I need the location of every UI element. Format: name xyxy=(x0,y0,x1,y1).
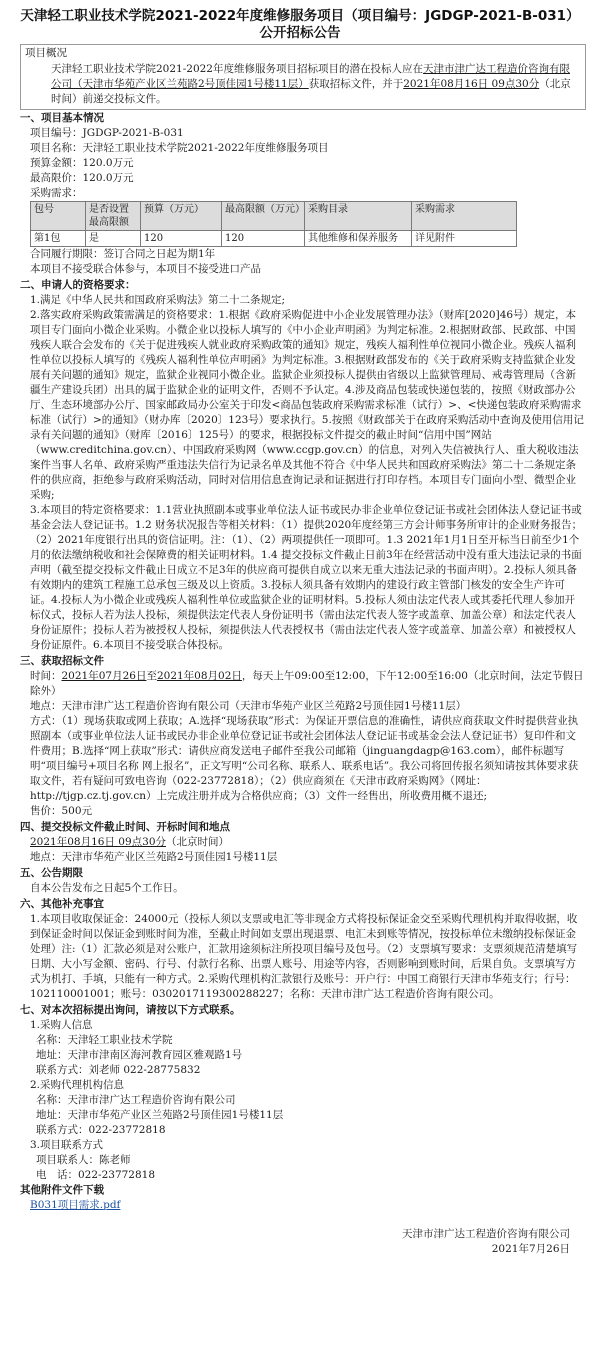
overview-location: 天津市津广达工程造价咨询有限公司（天津市华苑产业区兰苑路2号顶佳园1号楼11层） xyxy=(51,63,570,90)
deadline-date: 2021年08月16日 09点30分 xyxy=(30,836,167,848)
attachments-heading: 其他附件文件下载 xyxy=(20,1184,104,1196)
header-cell: 预算（万元） xyxy=(141,202,222,231)
agency-name: 名称：天津市津广达工程造价咨询有限公司 xyxy=(36,1094,236,1106)
table-header-row xyxy=(31,202,517,231)
attachment-link[interactable]: B031项目需求.pdf xyxy=(30,1199,121,1211)
purchaser-name: 名称：天津轻工职业技术学院 xyxy=(36,1034,173,1046)
acquire-method: 方式：（1）现场获取或网上获取；A.选择“现场获取”形式：为保证开票信息的准确性，请供应商获取文件时提供营业执照副本（或事业单位法人证书或民办非企业单位登记证书或社会团体法人登记证书或基金会法人登记证书）复印件和文件费用；B.选择“网上获取”形式：请供应商发送电子邮件至我公司邮箱（jinguangdagp@163.com），邮件标题写明“项目编号+项目名称 网上报名”，正文写明“公司名称、联系人、联系电话”。我公司将回传报名须知请按其体要求获取文件，若有疑问可致电咨询（022-23772818）；（2）供应商须在《天津市政府采购网》（网址：http://tjgp.cz.tj.gov.cn）上完成注册并成为合格供应商；（3）文件一经售出，所收费用概不退还; xyxy=(30,715,579,802)
header-cell: 采购需求 xyxy=(412,202,517,231)
footer-date: 2021年7月26日 xyxy=(491,1243,570,1255)
budget-amount: 预算金额：120.0万元 xyxy=(30,157,134,169)
consortium-note: 本项目不接受联合体参与，本项目不接受进口产品 xyxy=(30,263,261,275)
header-cell: 采购目录 xyxy=(305,202,412,231)
project-name: 项目名称：天津轻工职业技术学院2021-2022年度维修服务项目 xyxy=(30,142,329,154)
agency-contact: 联系方式：022-23772818 xyxy=(36,1124,166,1136)
supplementary-text: 1.本项目收取保证金：24000元（投标人须以支票或电汇等非现金方式将投标保证金交至采购代理机构并取得收据，收到保证金时间以保证金到账时间为准，至截止时间如支票出现退票、电汇未到账等情况，按投标单位未缴纳投标保证金处理）注:（1）汇款必须是对公账户，汇款用途须标注所投项目编号及包号。（2）支票填写要求：支票须规范清楚填写日期、大小写金额、密码、行号、付款行名称、出票人账号、用途等内容，否则影响到账时间，后果自负。支票填写方式为机打、手填，只能有一种方式。2.采购代理机构汇款银行及账号：开户行：中国工商银行天津市华苑支行；行号：102110001001；账号：0302017119300288227；名称：天津市津广达工程造价咨询有限公司。 xyxy=(30,913,578,1000)
overview-body xyxy=(21,62,585,109)
project-number: 项目编号：JGDGP-2021-B-031 xyxy=(30,127,184,139)
time-to: 至 xyxy=(146,670,157,682)
section-1-heading: 一、项目基本情况 xyxy=(20,112,104,124)
title-line-1: 天津轻工职业技术学院2021-2022年度维修服务项目（项目编号：JGDGP-2021-B-031） xyxy=(20,8,580,24)
section-3-heading: 三、获取招标文件 xyxy=(20,655,104,667)
qualification-1: 1.满足《中华人民共和国政府采购法》第二十二条规定; xyxy=(30,294,286,306)
header-cell: 最高限额（万元） xyxy=(222,202,305,231)
overview-box xyxy=(20,44,586,110)
table-cell: 120 xyxy=(222,231,305,247)
deadline-tz: （北京时间） xyxy=(166,836,230,848)
procurement-needs-label: 采购需求： xyxy=(30,187,83,199)
notice-period: 自本公告发布之日起5个工作日。 xyxy=(30,882,184,894)
overview-text-e: （北京时间）前递交投标文件。 xyxy=(51,78,571,105)
acquire-place: 地点：天津市津广达工程造价咨询有限公司（天津市华苑产业区兰苑路2号顶佳园1号楼11层） xyxy=(30,700,467,712)
end-date: 2021年08月02日 xyxy=(156,670,242,682)
table-cell: 是 xyxy=(86,231,141,247)
qualification-3: 3.本项目的特定资格要求：1.1营业执照副本或事业单位法人证书或民办非企业单位登记证书或社会团体法人登记证书或基金会法人登记证书。1.2 财务状况报告等相关材料：（1）提供2020年度经第三方会计师事务所审计的企业财务报告；（2）2021年度银行出具的资信证明。注：（1）、（2）两项提供任一项即可。1.3 2021年1月1日至开标当日前至少1个月的依法缴纳税收和社会保障费的相关证明材料。1.4 提交投标文件截止日前3年在经营活动中没有重大违法记录的书面声明（截至提交投标文件截止日成立不足3年的供应商可提供自成立以来无重大违法记录的书面声明）。2.投标人须具备有效期内的建筑工程施工总承包三级及以上资质。3.投标人须具备有效期内的建设行政主管部门核发的安全生产许可证。4.投标人为小微企业或残疾人福利性单位或监狱企业的证明材料。5.投标人须由法定代表人或其委托代理人参加开标仪式，投标人若为法人投标，须提供法定代表人身份证明书（需由法定代表人签字或盖章、加盖公章）和法定代表人身份证原件；投标人若为被授权人投标，须提供法人代表授权书（需由法定代表人签字或盖章、加盖公章）和被授权人身份证原件。6.本项目不接受联合体投标。 xyxy=(30,504,583,651)
table-cell: 120 xyxy=(141,231,222,247)
notice-title xyxy=(0,0,600,44)
submission-place: 地点：天津市华苑产业区兰苑路2号顶佳园1号楼11层 xyxy=(30,851,278,863)
project-contact-phone: 电 话：022-23772818 xyxy=(36,1169,156,1181)
document-price: 售价：500元 xyxy=(30,805,93,817)
section-2-heading: 二、申请人的资格要求： xyxy=(20,279,136,291)
table-cell: 其他维修和保养服务 xyxy=(305,231,412,247)
time-hours: ，每天上午09:00至12:00，下午12:00至16:00（北京时间，法定节假日除外） xyxy=(30,670,584,697)
table-row xyxy=(31,231,517,247)
overview-text xyxy=(51,62,579,107)
project-contact-heading: 3.项目联系方式 xyxy=(30,1139,104,1151)
header-cell: 包号 xyxy=(31,202,86,231)
qualification-2: 2.落实政府采购政策需满足的资格要求：1.根据《政府采购促进中小企业发展管理办法》（财库[2020]46号）规定，本项目专门面向小微企业采购。小微企业以投标人填写的《中小企业声明函》为判定标准。2.根据财政部、民政部、中国残疾人联合会发布的《关于促进残疾人就业政府采购政策的通知》规定，残疾人福利性单位视同小微企业。残疾人福利性单位以投标人填写的《残疾人福利性单位声明函》为判定标准。3.根据财政部发布的《关于政府采购支持监狱企业发展有关问题的通知》规定，监狱企业视同小微企业。监狱企业须投标人提供由省级以上监狱管理局、戒毒管理局（含新疆生产建设兵团）出具的属于监狱企业的证明文件，否则不予认定。4.涉及商品包装或快递包装的，按照《财政部办公厅、生态环境部办公厅、国家邮政局办公室关于印发<商品包装政府采购需求标准（试行）>、<快递包装政府采购需求标准（试行）>的通知》（财办库〔2020〕123号）要求执行。5.按照《财政部关于在政府采购活动中查询及使用信用记录有关问题的通知》（财库〔2016〕125号）的要求，根据投标文件提交的截止时间“信用中国”网站（www.creditchina.gov.cn）、中国政府采购网（www.ccgp.gov.cn）的信息，对列入失信被执行人、重大税收违法案件当事人名单、政府采购严重违法失信行为记录名单及其他不符合《中华人民共和国政府采购法》第二十二条规定条件的供应商，拒绝参与政府采购活动，同时对信用信息查询记录和证据进行打印存档。本项目专门面向小型、微型企业采购; xyxy=(30,309,584,501)
section-4-heading: 四、提交投标文件截止时间、开标时间和地点 xyxy=(20,821,230,833)
overview-deadline: 2021年08月16日 09点30分 xyxy=(403,78,540,90)
section-5-heading: 五、公告期限 xyxy=(20,867,83,879)
requirements-table xyxy=(30,201,517,247)
table-cell: 详见附件 xyxy=(412,231,517,247)
agency-address: 地址：天津市华苑产业区兰苑路2号顶佳园1号楼11层 xyxy=(36,1109,284,1121)
header-cell: 是否设置最高限额 xyxy=(86,202,141,231)
start-date: 2021年07月26日 xyxy=(61,670,147,682)
overview-text-a: 天津轻工职业技术学院2021-2022年度维修服务项目招标项目的潜在投标人应在 xyxy=(51,63,423,75)
overview-heading: 项目概况 xyxy=(25,47,67,59)
section-7-heading: 七、对本次招标提出询问，请按以下方式联系。 xyxy=(20,1004,241,1016)
agency-heading: 2.采购代理机构信息 xyxy=(30,1079,125,1091)
contract-period: 合同履行期限：签订合同之日起为期1年 xyxy=(30,248,216,260)
purchaser-contact: 联系方式：刘老师 022-28775832 xyxy=(36,1064,201,1076)
purchaser-address: 地址：天津市津南区海河教育园区雅观路1号 xyxy=(36,1049,243,1061)
purchaser-heading: 1.采购人信息 xyxy=(30,1019,93,1031)
time-label: 时间： xyxy=(30,670,62,682)
footer-org: 天津市津广达工程造价咨询有限公司 xyxy=(402,1228,570,1240)
title-line-2: 公开招标公告 xyxy=(259,25,341,41)
acquire-time xyxy=(0,669,600,699)
max-price: 最高限价：120.0万元 xyxy=(30,172,134,184)
overview-text-c: 获取招标文件，并于 xyxy=(308,78,404,90)
section-6-heading: 六、其他补充事宜 xyxy=(20,898,104,910)
project-contact-person: 项目联系人：陈老师 xyxy=(36,1154,131,1166)
submission-deadline xyxy=(0,835,600,850)
table-cell: 第1包 xyxy=(31,231,86,247)
